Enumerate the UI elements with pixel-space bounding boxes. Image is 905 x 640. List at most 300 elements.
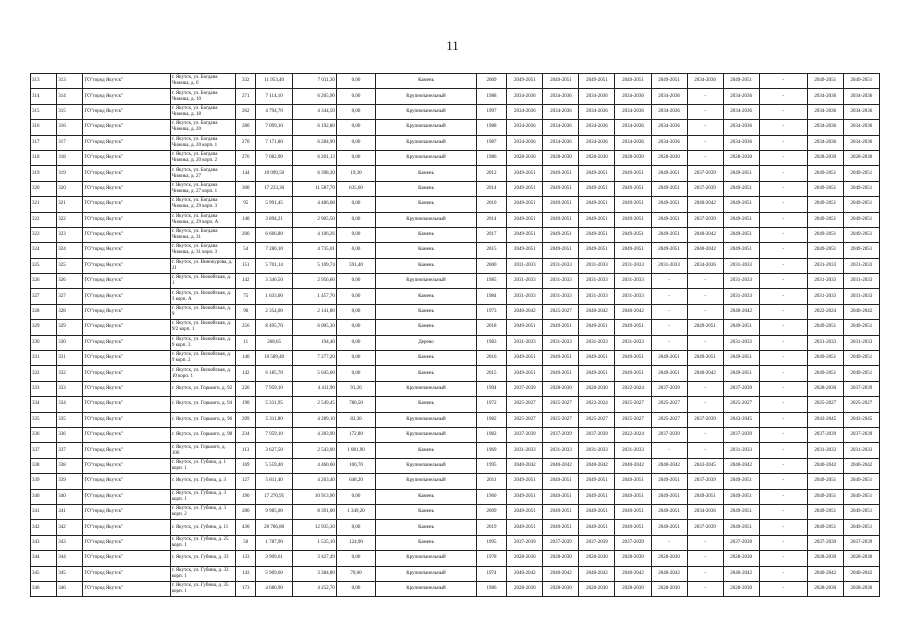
period-7-cell: 2034-2036	[723, 135, 759, 150]
period-3-cell: 2049-2051	[579, 520, 615, 535]
period-2-cell: 2037-2039	[543, 535, 579, 550]
period-10-cell: 2028-2030	[843, 581, 879, 596]
wall-material-cell: Камень	[376, 166, 477, 181]
residential-area-cell: 2 956,60	[293, 274, 337, 289]
address-cell: г. Якутск, ул. Вилюйская, д. 3 корп. А	[170, 289, 236, 304]
period-8-cell: -	[759, 535, 807, 550]
apartments-cell: 206	[236, 227, 256, 242]
period-2-cell: 2049-2051	[543, 197, 579, 212]
apartments-cell: 190	[236, 489, 256, 504]
object-number-cell: 334	[57, 397, 83, 412]
table-row	[31, 335, 880, 350]
municipality-cell: ГО"город Якутск"	[83, 335, 170, 350]
residential-area-cell: 3 384,80	[293, 566, 337, 581]
period-4-cell: 2031-2033	[615, 274, 651, 289]
period-1-cell: 2049-2051	[507, 181, 543, 196]
wall-material-cell: Камень	[376, 258, 477, 273]
period-1-cell: 2049-2051	[507, 520, 543, 535]
period-10-cell: 2031-2033	[843, 289, 879, 304]
period-5-cell: 2049-2051	[651, 197, 687, 212]
object-number-cell: 333	[57, 381, 83, 396]
period-10-cell: 2037-2039	[843, 535, 879, 550]
period-7-cell: 2049-2051	[723, 474, 759, 489]
period-9-cell: 2049-2051	[807, 181, 843, 196]
table-row	[31, 274, 880, 289]
build-year-cell: 1983	[476, 335, 507, 350]
row-number-cell: 342	[31, 520, 57, 535]
row-number-cell: 319	[31, 166, 57, 181]
period-1-cell: 2034-2036	[507, 120, 543, 135]
period-3-cell: 2049-2051	[579, 212, 615, 227]
municipality-cell: ГО"город Якутск"	[83, 351, 170, 366]
address-cell: г. Якутск, ул. Губина, д. 33	[170, 551, 236, 566]
municipality-cell: ГО"город Якутск"	[83, 104, 170, 119]
period-2-cell: 2049-2051	[543, 351, 579, 366]
table-row	[31, 351, 880, 366]
row-number-cell: 327	[31, 289, 57, 304]
period-8-cell: -	[759, 135, 807, 150]
build-year-cell: 2019	[476, 520, 507, 535]
period-7-cell: 2049-2051	[723, 74, 759, 89]
address-cell: г. Якутск, ул. Богдана Чижика, д. 20 корп. 1	[170, 135, 236, 150]
municipality-cell: ГО"город Якутск"	[83, 535, 170, 550]
period-4-cell: 2049-2051	[615, 366, 651, 381]
period-4-cell: 2049-2051	[615, 227, 651, 242]
municipality-cell: ГО"город Якутск"	[83, 397, 170, 412]
residential-area-cell: 4 283,90	[293, 427, 337, 442]
period-4-cell: 2049-2051	[615, 197, 651, 212]
period-3-cell: 2022-2024	[579, 397, 615, 412]
residential-area-cell: 7 277,20	[293, 351, 337, 366]
row-number-cell: 343	[31, 535, 57, 550]
period-4-cell: 2022-2024	[615, 381, 651, 396]
municipality-cell: ГО"город Якутск"	[83, 566, 170, 581]
row-number-cell: 325	[31, 258, 57, 273]
period-8-cell: -	[759, 304, 807, 319]
total-area-cell: 7 280,10	[256, 243, 293, 258]
residential-area-cell: 11 587,70	[293, 181, 337, 196]
period-10-cell: 2040-2042	[843, 304, 879, 319]
build-year-cell: 2009	[476, 74, 507, 89]
object-number-cell: 317	[57, 135, 83, 150]
residential-area-cell: 5 045,60	[293, 366, 337, 381]
table-row	[31, 320, 880, 335]
row-number-cell: 313	[31, 74, 57, 89]
table-row	[31, 74, 880, 89]
period-10-cell: 2034-2036	[843, 89, 879, 104]
apartments-cell: 332	[236, 74, 256, 89]
period-9-cell: 2049-2051	[807, 489, 843, 504]
residential-area-cell: 2 543,00	[293, 443, 337, 458]
period-4-cell: 2031-2033	[615, 335, 651, 350]
period-1-cell: 2034-2036	[507, 104, 543, 119]
total-area-cell: 5 969,60	[256, 566, 293, 581]
table-row	[31, 304, 880, 319]
municipality-cell: ГО"город Якутск"	[83, 520, 170, 535]
period-1-cell: 2034-2036	[507, 135, 543, 150]
period-6-cell: -	[687, 89, 723, 104]
period-2-cell: 2040-2042	[543, 458, 579, 473]
period-3-cell: 2049-2051	[579, 474, 615, 489]
period-10-cell: 2028-2030	[843, 150, 879, 165]
period-4-cell: 2022-2024	[615, 427, 651, 442]
nonresidential-area-cell: 0,00	[336, 581, 375, 596]
period-9-cell: 2028-2030	[807, 150, 843, 165]
apartments-cell: 95	[236, 197, 256, 212]
period-9-cell: 2031-2033	[807, 274, 843, 289]
period-4-cell: 2028-2030	[615, 551, 651, 566]
row-number-cell: 334	[31, 397, 57, 412]
apartments-cell: 430	[236, 520, 256, 535]
period-2-cell: 2034-2036	[543, 89, 579, 104]
period-4-cell: 2031-2033	[615, 258, 651, 273]
wall-material-cell: Камень	[376, 443, 477, 458]
row-number-cell: 344	[31, 551, 57, 566]
period-6-cell: 2040-2042	[687, 197, 723, 212]
period-5-cell: 2034-2036	[651, 120, 687, 135]
period-3-cell: 2037-2039	[579, 535, 615, 550]
period-4-cell: 2049-2051	[615, 320, 651, 335]
total-area-cell: 1 633,00	[256, 289, 293, 304]
period-8-cell: -	[759, 335, 807, 350]
period-8-cell: -	[759, 197, 807, 212]
total-area-cell: 8 495,70	[256, 320, 293, 335]
period-6-cell: 2037-2039	[687, 520, 723, 535]
wall-material-cell: Камень	[376, 197, 477, 212]
period-6-cell: 2040-2042	[687, 227, 723, 242]
wall-material-cell: Камень	[376, 351, 477, 366]
period-1-cell: 2037-2039	[507, 535, 543, 550]
period-1-cell: 2049-2051	[507, 489, 543, 504]
period-6-cell: -	[687, 535, 723, 550]
table-row	[31, 474, 880, 489]
period-5-cell: 2028-2030	[651, 581, 687, 596]
period-10-cell: 2037-2039	[843, 381, 879, 396]
total-area-cell: 268,65	[256, 335, 293, 350]
wall-material-cell: Крупнопанельный	[376, 212, 477, 227]
period-10-cell: 2025-2027	[843, 397, 879, 412]
period-6-cell: 2040-2042	[687, 366, 723, 381]
period-6-cell: -	[687, 566, 723, 581]
build-year-cell: 2010	[476, 197, 507, 212]
period-4-cell: 2049-2051	[615, 212, 651, 227]
period-8-cell: -	[759, 74, 807, 89]
period-7-cell: 2034-2036	[723, 120, 759, 135]
nonresidential-area-cell: 0,00	[336, 150, 375, 165]
residential-area-cell: 1 535,10	[293, 535, 337, 550]
period-9-cell: 2049-2051	[807, 197, 843, 212]
period-1-cell: 2040-2042	[507, 566, 543, 581]
nonresidential-area-cell: 0,00	[336, 320, 375, 335]
municipality-cell: ГО"город Якутск"	[83, 227, 170, 242]
period-1-cell: 2040-2042	[507, 458, 543, 473]
municipality-cell: ГО"город Якутск"	[83, 212, 170, 227]
nonresidential-area-cell: 0,00	[336, 135, 375, 150]
row-number-cell: 323	[31, 227, 57, 242]
object-number-cell: 331	[57, 351, 83, 366]
object-number-cell: 341	[57, 504, 83, 519]
address-cell: г. Якутск, ул. Богдана Чижика, д. 29 корп. А	[170, 212, 236, 227]
period-7-cell: 2049-2051	[723, 489, 759, 504]
nonresidential-area-cell: 124,90	[336, 535, 375, 550]
period-2-cell: 2031-2033	[543, 258, 579, 273]
nonresidential-area-cell: 648,20	[336, 474, 375, 489]
object-number-cell: 339	[57, 474, 83, 489]
period-1-cell: 2049-2051	[507, 504, 543, 519]
period-5-cell: -	[651, 535, 687, 550]
period-3-cell: 2031-2033	[579, 274, 615, 289]
row-number-cell: 316	[31, 120, 57, 135]
apartments-cell: 96	[236, 304, 256, 319]
nonresidential-area-cell: 0,00	[336, 104, 375, 119]
period-4-cell: 2025-2027	[615, 397, 651, 412]
period-9-cell: 2049-2051	[807, 474, 843, 489]
period-7-cell: 2031-2033	[723, 335, 759, 350]
apartments-cell: 256	[236, 320, 256, 335]
address-cell: г. Якутск, ул. Богдана Чижика, д. 27 корп. 1	[170, 181, 236, 196]
period-3-cell: 2034-2036	[579, 104, 615, 119]
apartments-cell: 271	[236, 89, 256, 104]
total-area-cell: 4 794,70	[256, 104, 293, 119]
period-4-cell: 2049-2051	[615, 504, 651, 519]
object-number-cell: 323	[57, 227, 83, 242]
wall-material-cell: Камень	[376, 489, 477, 504]
address-cell: г. Якутск, ул. Вилюйская, д. 1	[170, 274, 236, 289]
object-number-cell: 316	[57, 120, 83, 135]
period-2-cell: 2049-2051	[543, 227, 579, 242]
table-row	[31, 566, 880, 581]
municipality-cell: ГО"город Якутск"	[83, 181, 170, 196]
apartments-cell: 209	[236, 412, 256, 427]
period-5-cell: 2049-2051	[651, 351, 687, 366]
residential-area-cell: 5 109,74	[293, 258, 337, 273]
address-cell: г. Якутск, ул. Губина, д. 3	[170, 474, 236, 489]
table-row	[31, 150, 880, 165]
period-5-cell: 2037-2039	[651, 427, 687, 442]
total-area-cell: 7 959,10	[256, 381, 293, 396]
residential-area-cell: 6 265,90	[293, 89, 337, 104]
total-area-cell: 3 627,50	[256, 443, 293, 458]
period-2-cell: 2034-2036	[543, 104, 579, 119]
apartments-cell: 280	[236, 120, 256, 135]
period-2-cell: 2028-2030	[543, 150, 579, 165]
period-6-cell: -	[687, 150, 723, 165]
object-number-cell: 345	[57, 566, 83, 581]
period-9-cell: 2031-2033	[807, 258, 843, 273]
total-area-cell: 7 099,10	[256, 120, 293, 135]
apartments-cell: 133	[236, 551, 256, 566]
row-number-cell: 345	[31, 566, 57, 581]
period-2-cell: 2025-2027	[543, 412, 579, 427]
total-area-cell: 11 953,40	[256, 74, 293, 89]
object-number-cell: 337	[57, 443, 83, 458]
address-cell: г. Якутск, ул. Богдана Чижика, д. 20	[170, 120, 236, 135]
build-year-cell: 1984	[476, 289, 507, 304]
total-area-cell: 10 589,40	[256, 351, 293, 366]
period-6-cell: 2049-2051	[687, 489, 723, 504]
residential-area-cell: 6 284,90	[293, 135, 337, 150]
municipality-cell: ГО"город Якутск"	[83, 458, 170, 473]
address-cell: г. Якутск, ул. Губина, д. 33 корп. 1	[170, 566, 236, 581]
period-9-cell: 2034-2036	[807, 104, 843, 119]
wall-material-cell: Крупнопанельный	[376, 104, 477, 119]
period-5-cell: -	[651, 304, 687, 319]
table-row	[31, 227, 880, 242]
table-row	[31, 381, 880, 396]
wall-material-cell: Камень	[376, 227, 477, 242]
build-year-cell: 1997	[476, 104, 507, 119]
period-6-cell: 2049-2051	[687, 351, 723, 366]
wall-material-cell: Камень	[376, 181, 477, 196]
period-10-cell: 2031-2033	[843, 258, 879, 273]
residential-area-cell: 8 391,00	[293, 504, 337, 519]
period-1-cell: 2049-2051	[507, 243, 543, 258]
municipality-cell: ГО"город Якутск"	[83, 197, 170, 212]
total-area-cell: 7 959,10	[256, 427, 293, 442]
residential-area-cell: 4 460,60	[293, 458, 337, 473]
period-7-cell: 2037-2039	[723, 381, 759, 396]
period-6-cell: -	[687, 335, 723, 350]
apartments-cell: 300	[236, 181, 256, 196]
period-3-cell: 2040-2042	[579, 458, 615, 473]
apartments-cell: 280	[236, 504, 256, 519]
row-number-cell: 324	[31, 243, 57, 258]
build-year-cell: 1974	[476, 566, 507, 581]
residential-area-cell: 6 398,30	[293, 166, 337, 181]
build-year-cell: 1994	[476, 381, 507, 396]
period-9-cell: 2031-2033	[807, 289, 843, 304]
period-2-cell: 2040-2042	[543, 566, 579, 581]
residential-area-cell: 2 905,50	[293, 212, 337, 227]
municipality-cell: ГО"город Якутск"	[83, 381, 170, 396]
address-cell: г. Якутск, ул. Горького, д. 92	[170, 381, 236, 396]
row-number-cell: 322	[31, 212, 57, 227]
period-6-cell: -	[687, 135, 723, 150]
table-row	[31, 366, 880, 381]
table-row	[31, 397, 880, 412]
residential-area-cell: 194,40	[293, 335, 337, 350]
residential-area-cell: 10 913,90	[293, 489, 337, 504]
table-row	[31, 489, 880, 504]
period-6-cell: 2034-2036	[687, 258, 723, 273]
period-10-cell: 2049-2051	[843, 197, 879, 212]
period-10-cell: 2049-2051	[843, 243, 879, 258]
period-10-cell: 2040-2042	[843, 566, 879, 581]
period-2-cell: 2049-2051	[543, 74, 579, 89]
period-10-cell: 2049-2051	[843, 489, 879, 504]
build-year-cell: 1982	[476, 427, 507, 442]
period-9-cell: 2049-2051	[807, 366, 843, 381]
total-area-cell: 17 270,95	[256, 489, 293, 504]
period-3-cell: 2031-2033	[579, 258, 615, 273]
row-number-cell: 330	[31, 335, 57, 350]
period-3-cell: 2049-2051	[579, 197, 615, 212]
period-7-cell: 2049-2051	[723, 181, 759, 196]
municipality-cell: ГО"город Якутск"	[83, 581, 170, 596]
municipality-cell: ГО"город Якутск"	[83, 320, 170, 335]
period-5-cell: 2049-2051	[651, 520, 687, 535]
object-number-cell: 324	[57, 243, 83, 258]
row-number-cell: 340	[31, 489, 57, 504]
build-year-cell: 1987	[476, 135, 507, 150]
total-area-cell: 7 082,90	[256, 150, 293, 165]
municipality-cell: ГО"город Якутск"	[83, 166, 170, 181]
row-number-cell: 318	[31, 150, 57, 165]
period-10-cell: 2049-2051	[843, 227, 879, 242]
period-3-cell: 2028-2030	[579, 381, 615, 396]
period-10-cell: 2034-2036	[843, 135, 879, 150]
period-7-cell: 2031-2033	[723, 274, 759, 289]
period-1-cell: 2049-2051	[507, 197, 543, 212]
residential-area-cell: 4 263,40	[293, 474, 337, 489]
period-4-cell: 2049-2051	[615, 166, 651, 181]
period-2-cell: 2028-2030	[543, 551, 579, 566]
build-year-cell: 2015	[476, 366, 507, 381]
apartments-cell: 11	[236, 335, 256, 350]
nonresidential-area-cell: 0,00	[336, 197, 375, 212]
table-row	[31, 181, 880, 196]
wall-material-cell: Крупнопанельный	[376, 89, 477, 104]
wall-material-cell: Крупнопанельный	[376, 135, 477, 150]
apartments-cell: 190	[236, 397, 256, 412]
address-cell: г. Якутск, ул. Губина, д. 3 корп. 1	[170, 489, 236, 504]
nonresidential-area-cell: 0,00	[336, 120, 375, 135]
period-1-cell: 2049-2051	[507, 474, 543, 489]
address-cell: г. Якутск, ул. Богдана Чижика, д. 10	[170, 89, 236, 104]
nonresidential-area-cell: 100,70	[336, 458, 375, 473]
table-row	[31, 212, 880, 227]
wall-material-cell: Камень	[376, 304, 477, 319]
period-3-cell: 2040-2042	[579, 304, 615, 319]
nonresidential-area-cell: 0,00	[336, 366, 375, 381]
address-cell: г. Якутск, ул. Губина, д. 1 корп. 1	[170, 458, 236, 473]
residential-area-cell: 2 549,45	[293, 397, 337, 412]
object-number-cell: 343	[57, 535, 83, 550]
table-row	[31, 243, 880, 258]
nonresidential-area-cell: 19,30	[336, 166, 375, 181]
nonresidential-area-cell: 70,60	[336, 566, 375, 581]
period-9-cell: 2049-2051	[807, 74, 843, 89]
period-5-cell: 2034-2036	[651, 135, 687, 150]
period-9-cell: 2028-2030	[807, 551, 843, 566]
total-area-cell: 4 680,90	[256, 581, 293, 596]
period-10-cell: 2040-2042	[843, 458, 879, 473]
period-6-cell: 2037-2039	[687, 212, 723, 227]
period-6-cell: 2037-2039	[687, 412, 723, 427]
period-4-cell: 2049-2051	[615, 74, 651, 89]
residential-area-cell: 12 935,30	[293, 520, 337, 535]
period-3-cell: 2034-2036	[579, 120, 615, 135]
row-number-cell: 321	[31, 197, 57, 212]
table-row	[31, 120, 880, 135]
period-4-cell: 2040-2042	[615, 566, 651, 581]
address-cell: г. Якутск, ул. Горького, д. 98	[170, 427, 236, 442]
period-4-cell: 2049-2051	[615, 351, 651, 366]
period-9-cell: 2034-2036	[807, 120, 843, 135]
period-3-cell: 2031-2033	[579, 335, 615, 350]
nonresidential-area-cell: 0,00	[336, 74, 375, 89]
address-cell: г. Якутск, ул. Губина, д. 11	[170, 520, 236, 535]
apartments-cell: 113	[236, 443, 256, 458]
period-10-cell: 2049-2051	[843, 520, 879, 535]
municipality-cell: ГО"город Якутск"	[83, 89, 170, 104]
build-year-cell: 2011	[476, 474, 507, 489]
row-number-cell: 337	[31, 443, 57, 458]
object-number-cell: 326	[57, 274, 83, 289]
period-6-cell: 2040-2042	[687, 243, 723, 258]
period-10-cell: 2049-2051	[843, 166, 879, 181]
build-year-cell: 1986	[476, 581, 507, 596]
